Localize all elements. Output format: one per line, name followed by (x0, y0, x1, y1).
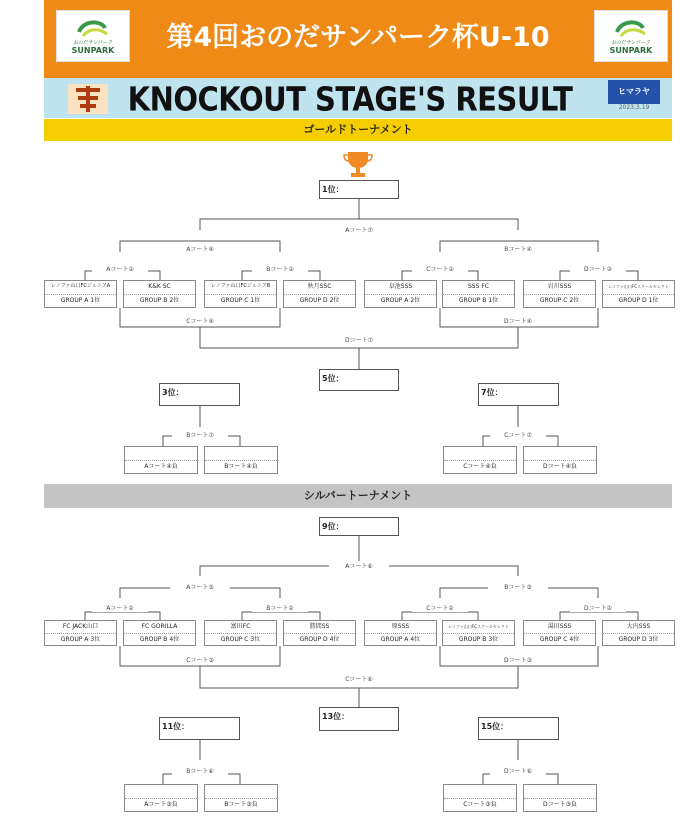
slot-name-blank (125, 447, 197, 461)
logo-small-text: おのだサンパーク (611, 39, 651, 46)
rank-13-box: 13位： (319, 707, 399, 731)
court-label: Cコート⑥ (329, 674, 389, 683)
team-slot (44, 280, 117, 308)
team-name: 阜池SSS (365, 281, 436, 295)
slot-name-blank (444, 785, 516, 799)
court-label: Aコート③ (170, 582, 230, 591)
rank-3-box: 3位： (159, 383, 240, 406)
court-label: Dコート⑥ (490, 766, 546, 775)
court-label: Bコート⑦ (172, 430, 228, 439)
team-slot (602, 620, 675, 646)
team-name: 岩川SSS (524, 281, 595, 295)
court-label: Aコート② (92, 264, 148, 273)
team-slot (442, 620, 515, 646)
slot-source: Bコート④負 (224, 463, 258, 470)
event-date: 2023.3.19 (618, 104, 650, 111)
team-name: 原SSS (365, 621, 436, 634)
slot-source: Dコート③負 (543, 801, 577, 808)
slot-name-blank (205, 785, 277, 799)
team-name: レノファ山口FCスクールセレクト (603, 281, 674, 295)
team-group: GROUP A 2位 (380, 297, 421, 304)
team-name: K&K SC (124, 281, 195, 295)
placement-slot (443, 446, 517, 474)
team-group: GROUP A 4位 (380, 636, 421, 643)
team-group: GROUP C 2位 (539, 297, 580, 304)
slot-source: Aコート③負 (144, 801, 178, 808)
rank-11-box: 11位： (159, 717, 240, 740)
team-name: 秋月SSC (284, 281, 355, 295)
logo-text: SUNPARK (71, 45, 115, 55)
court-label: Dコート① (570, 603, 626, 612)
team-group: GROUP A 3位 (60, 636, 101, 643)
team-group: GROUP A 1位 (60, 297, 101, 304)
silver-tournament-heading: シルバートーナメント (44, 484, 672, 508)
placement-slot (443, 784, 517, 812)
team-name: 勝間SS (284, 621, 355, 634)
slot-name-blank (444, 447, 516, 461)
team-group: GROUP B 3位 (458, 636, 499, 643)
sponsor-logo: ヒマラヤ (608, 80, 660, 104)
page-title: 第4回おのだサンパーク杯U-10 (166, 22, 550, 53)
logo-small-text: おのだサンパーク (73, 39, 113, 46)
court-label: Bコート② (252, 264, 308, 273)
slot-name-blank (524, 785, 596, 799)
court-label: Dコート④ (488, 316, 548, 325)
team-slot (283, 620, 356, 646)
court-label: Bコート③ (488, 582, 548, 591)
team-slot (123, 280, 196, 308)
placement-slot (523, 784, 597, 812)
team-slot (523, 620, 596, 646)
team-slot (442, 280, 515, 308)
rank-15-box: 15位： (478, 717, 559, 740)
court-label: Bコート① (252, 603, 308, 612)
slot-name-blank (524, 447, 596, 461)
team-slot (602, 280, 675, 308)
placement-slot (204, 446, 278, 474)
team-slot (123, 620, 196, 646)
team-group: GROUP B 4位 (139, 636, 180, 643)
team-slot (204, 620, 277, 646)
logo-text: SUNPARK (609, 45, 653, 55)
team-slot (364, 620, 437, 646)
slot-source: Cコート③負 (463, 801, 497, 808)
team-name: レノファ山口FCジュニアA (45, 281, 116, 295)
team-slot (204, 280, 277, 308)
court-label: Cコート③ (170, 655, 230, 664)
court-label: Cコート① (412, 603, 468, 612)
rank-5-box: 5位： (319, 369, 399, 391)
court-label: Aコート① (92, 603, 148, 612)
slot-name-blank (125, 785, 197, 799)
court-label: Dコート③ (488, 655, 548, 664)
team-name: 湯田SSS (524, 621, 595, 634)
slot-source: Bコート③負 (224, 801, 258, 808)
team-name: レノファ山口FCスクールセレクト (443, 621, 514, 634)
slot-source: Dコート④負 (543, 463, 577, 470)
rank-7-box: 7位： (478, 383, 559, 406)
trophy-icon (343, 150, 373, 178)
team-name: FC GORILLA (124, 621, 195, 634)
team-group: GROUP D 1位 (618, 297, 659, 304)
rank-1-box: 1位： (319, 180, 399, 199)
court-label: Aコート④ (170, 244, 230, 253)
placement-slot (124, 446, 198, 474)
team-slot (364, 280, 437, 308)
team-slot (283, 280, 356, 308)
placement-slot (124, 784, 198, 812)
banner-title: KNOCKOUT STAGE'S RESULT (127, 79, 573, 119)
placement-slot (204, 784, 278, 812)
court-label: Dコート② (570, 264, 626, 273)
team-name: FC JACK山口 (45, 621, 116, 634)
court-label: Bコート④ (488, 244, 548, 253)
team-group: GROUP C 4位 (539, 636, 580, 643)
team-group: GROUP D 4位 (299, 636, 340, 643)
court-label: Cコート④ (170, 316, 230, 325)
team-slot (523, 280, 596, 308)
team-group: GROUP B 2位 (139, 297, 180, 304)
gold-tournament-heading: ゴールドトーナメント (44, 119, 672, 141)
team-group: GROUP B 1位 (458, 297, 499, 304)
team-name: 富田FC (205, 621, 276, 634)
team-group: GROUP D 3位 (618, 636, 659, 643)
placement-slot (523, 446, 597, 474)
slot-source: Aコート④負 (144, 463, 178, 470)
court-label: Aコート⑥ (329, 561, 389, 570)
court-label: Dコート⑦ (329, 335, 389, 344)
team-slot (44, 620, 117, 646)
court-label: Cコート② (412, 264, 468, 273)
court-label: Bコート⑥ (172, 766, 228, 775)
rank-9-box: 9位： (319, 517, 399, 536)
team-name: 大内SSS (603, 621, 674, 634)
court-label: Aコート⑦ (329, 225, 389, 234)
slot-source: Cコート④負 (463, 463, 497, 470)
court-label: Cコート⑦ (490, 430, 546, 439)
team-group: GROUP D 2位 (299, 297, 340, 304)
team-group: GROUP C 1位 (220, 297, 261, 304)
team-name: レノファ山口FCジュニアB (205, 281, 276, 295)
team-group: GROUP C 3位 (220, 636, 261, 643)
team-name: SSS FC (443, 281, 514, 295)
slot-name-blank (205, 447, 277, 461)
